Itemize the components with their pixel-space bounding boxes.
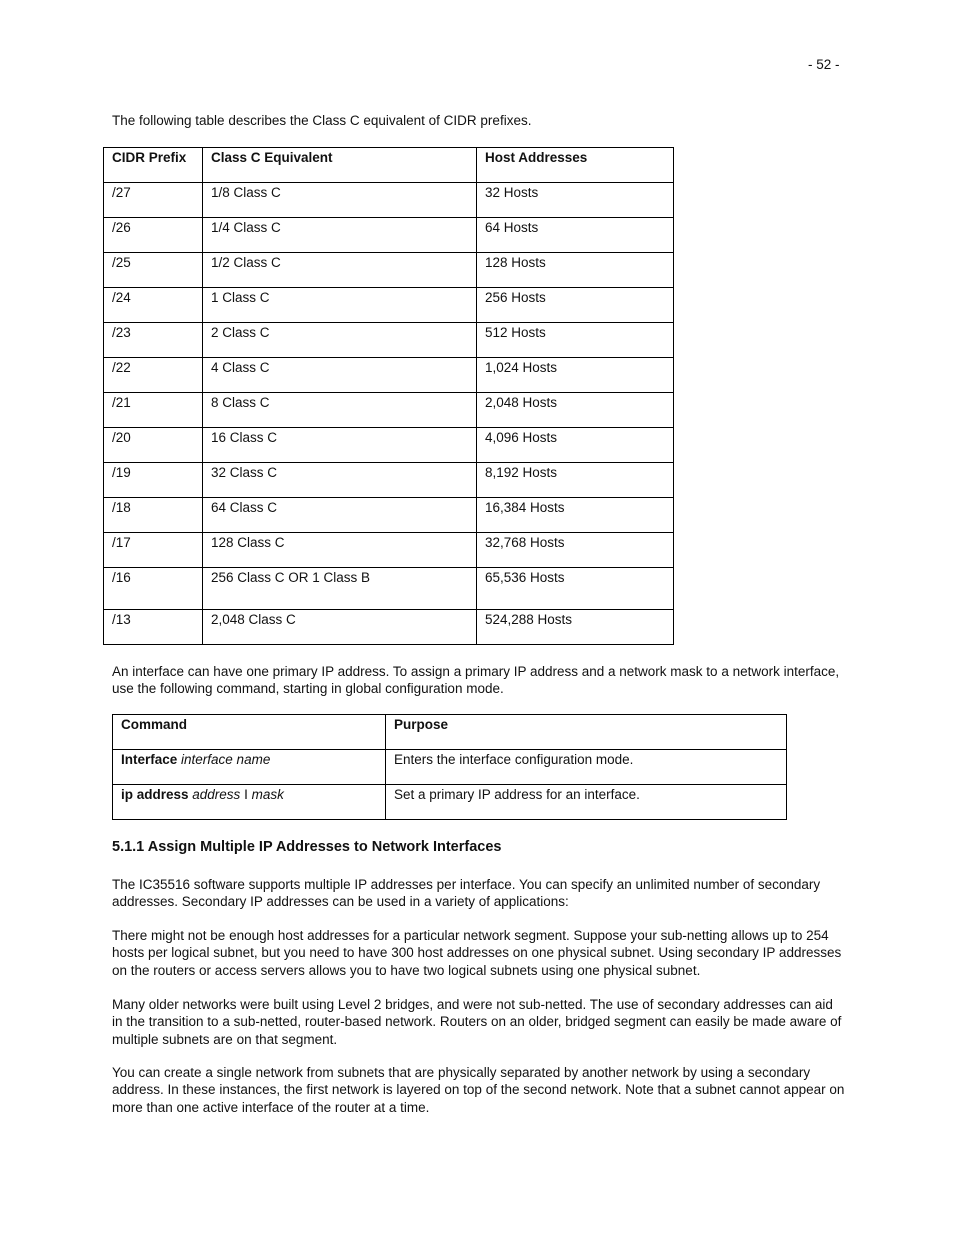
purpose-cell: Enters the interface configuration mode. <box>386 750 787 785</box>
command-separator: I <box>240 787 252 802</box>
class-c-equivalent-cell: 8 Class C <box>203 393 477 428</box>
table-row <box>104 288 674 323</box>
paragraph: You can create a single network from subnets that are physically separated by another network by using a secondary address. In these instances, the first network is layered on top of the second network. Note that a subnet cannot appear on more than one active interface of the router at a time. <box>112 1065 845 1115</box>
command-argument: interface name <box>177 752 271 767</box>
command-keyword: Interface <box>121 752 178 767</box>
class-c-equivalent-cell: 1/8 Class C <box>203 183 477 218</box>
cidr-prefix-cell: /22 <box>104 358 203 393</box>
host-addresses-cell: 4,096 Hosts <box>477 428 674 463</box>
host-addresses-cell: 32,768 Hosts <box>477 533 674 568</box>
host-addresses-cell: 128 Hosts <box>477 253 674 288</box>
column-header: Class C Equivalent <box>203 148 477 183</box>
host-addresses-cell: 16,384 Hosts <box>477 498 674 533</box>
cidr-prefix-cell: /26 <box>104 218 203 253</box>
table-row <box>113 785 787 820</box>
cidr-table <box>103 147 674 645</box>
column-header: Command <box>113 715 386 750</box>
host-addresses-cell: 2,048 Hosts <box>477 393 674 428</box>
class-c-equivalent-cell: 1/4 Class C <box>203 218 477 253</box>
class-c-equivalent-cell: 1 Class C <box>203 288 477 323</box>
table-row <box>104 533 674 568</box>
host-addresses-cell: 256 Hosts <box>477 288 674 323</box>
table-row <box>104 358 674 393</box>
host-addresses-cell: 65,536 Hosts <box>477 568 674 610</box>
table-row <box>113 750 787 785</box>
purpose-cell: Set a primary IP address for an interface. <box>386 785 787 820</box>
host-addresses-cell: 524,288 Hosts <box>477 610 674 645</box>
command-keyword: ip address <box>121 787 189 802</box>
paragraph: The IC35516 software supports multiple IP addresses per interface. You can specify an unlimited number of secondary addresses. Secondary IP addresses can be used in a variety of applications: <box>112 877 821 910</box>
cidr-prefix-cell: /25 <box>104 253 203 288</box>
interface-paragraph: An interface can have one primary IP address. To assign a primary IP address and a network mask to a network interface, use the following command, starting in global configuration mode. <box>112 664 840 697</box>
cidr-prefix-cell: /18 <box>104 498 203 533</box>
command-argument: address <box>188 787 241 802</box>
intro-text: The following table describes the Class C equivalent of CIDR prefixes. <box>112 113 532 128</box>
column-header: Purpose <box>386 715 787 750</box>
cidr-prefix-cell: /17 <box>104 533 203 568</box>
table-header-row <box>104 148 674 183</box>
cidr-prefix-cell: /21 <box>104 393 203 428</box>
command-table <box>112 714 787 820</box>
class-c-equivalent-cell: 16 Class C <box>203 428 477 463</box>
table-row <box>104 568 674 610</box>
table-row <box>104 428 674 463</box>
class-c-equivalent-cell: 2 Class C <box>203 323 477 358</box>
class-c-equivalent-cell: 64 Class C <box>203 498 477 533</box>
section-heading: 5.1.1 Assign Multiple IP Addresses to Network Interfaces <box>112 839 502 855</box>
table-row <box>104 323 674 358</box>
column-header: CIDR Prefix <box>104 148 203 183</box>
class-c-equivalent-cell: 256 Class C OR 1 Class B <box>203 568 477 610</box>
table-row <box>104 463 674 498</box>
cidr-prefix-cell: /16 <box>104 568 203 610</box>
table-row <box>104 498 674 533</box>
class-c-equivalent-cell: 32 Class C <box>203 463 477 498</box>
page-number: - 52 - <box>808 57 840 72</box>
cidr-prefix-cell: /24 <box>104 288 203 323</box>
paragraph: There might not be enough host addresses for a particular network segment. Suppose your sub-netting allows up to 254 hosts per logical subnet, but you need to have 300 host addresses on one physical subnet. Using secondary IP addresses on the routers or access servers allows you to have two logical subnets using one physical subnet. <box>112 928 842 978</box>
cidr-prefix-cell: /27 <box>104 183 203 218</box>
paragraph: Many older networks were built using Level 2 bridges, and were not sub-netted. The use of secondary addresses can aid in the transition to a sub-netted, router-based network. Routers on an older, bridged segment can easily be made aware of multiple subnets are on that segment. <box>112 997 842 1047</box>
cidr-prefix-cell: /19 <box>104 463 203 498</box>
command-cell <box>113 785 386 820</box>
host-addresses-cell: 1,024 Hosts <box>477 358 674 393</box>
cidr-prefix-cell: /13 <box>104 610 203 645</box>
host-addresses-cell: 32 Hosts <box>477 183 674 218</box>
host-addresses-cell: 8,192 Hosts <box>477 463 674 498</box>
class-c-equivalent-cell: 1/2 Class C <box>203 253 477 288</box>
column-header: Host Addresses <box>477 148 674 183</box>
table-row <box>104 253 674 288</box>
cidr-prefix-cell: /23 <box>104 323 203 358</box>
command-argument: mask <box>251 787 284 802</box>
class-c-equivalent-cell: 2,048 Class C <box>203 610 477 645</box>
class-c-equivalent-cell: 4 Class C <box>203 358 477 393</box>
command-cell <box>113 750 386 785</box>
cidr-prefix-cell: /20 <box>104 428 203 463</box>
class-c-equivalent-cell: 128 Class C <box>203 533 477 568</box>
table-row <box>104 393 674 428</box>
table-row <box>104 610 674 645</box>
table-row <box>104 183 674 218</box>
table-row <box>104 218 674 253</box>
host-addresses-cell: 64 Hosts <box>477 218 674 253</box>
table-header-row <box>113 715 787 750</box>
host-addresses-cell: 512 Hosts <box>477 323 674 358</box>
